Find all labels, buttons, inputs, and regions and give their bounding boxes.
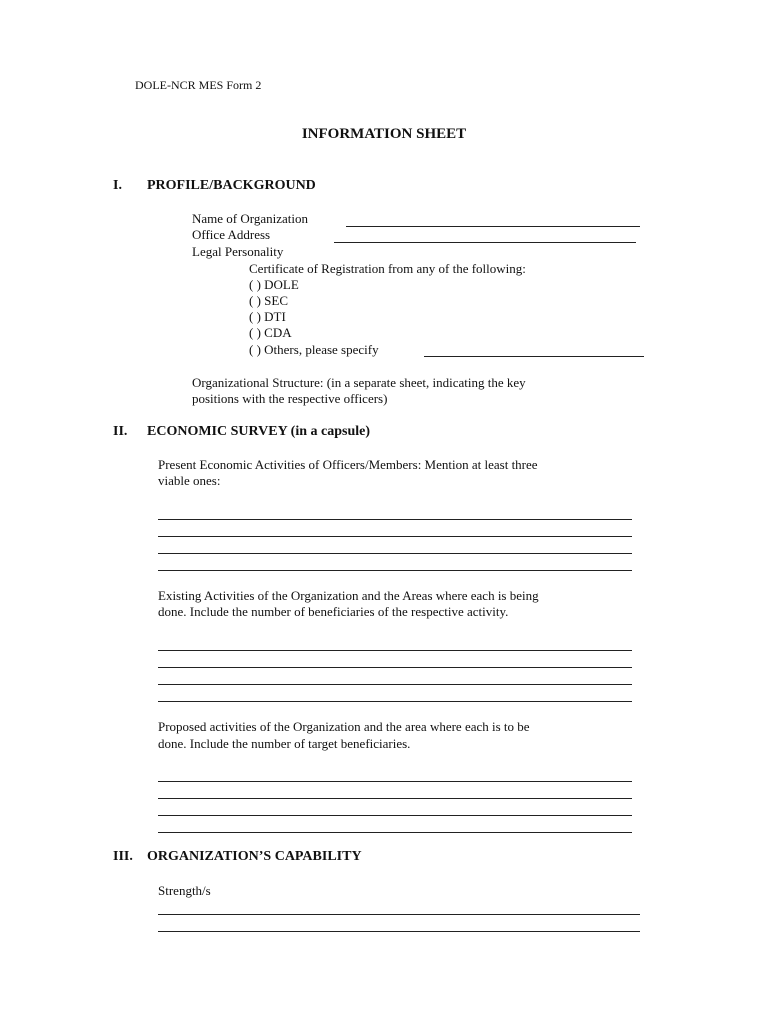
office-address-field[interactable] <box>334 242 636 243</box>
question-3-text-2: done. Include the number of target beneficiaries. <box>158 736 411 751</box>
option-others[interactable]: ( ) Others, please specify <box>249 342 379 357</box>
option-sec[interactable]: ( ) SEC <box>249 293 288 308</box>
answer-line[interactable] <box>158 781 632 782</box>
others-specify-field[interactable] <box>424 356 644 357</box>
answer-line[interactable] <box>158 832 632 833</box>
answer-line[interactable] <box>158 931 640 932</box>
question-3-text-1: Proposed activities of the Organization and the area where each is to be <box>158 719 530 734</box>
org-structure-text-1: Organizational Structure: (in a separate sheet, indicating the key <box>192 375 526 390</box>
question-1-text-2: viable ones: <box>158 473 221 488</box>
answer-line[interactable] <box>158 914 640 915</box>
answer-line[interactable] <box>158 536 632 537</box>
option-dole[interactable]: ( ) DOLE <box>249 277 299 292</box>
answer-line[interactable] <box>158 650 632 651</box>
answer-line[interactable] <box>158 798 632 799</box>
answer-line[interactable] <box>158 684 632 685</box>
section-3-number: III. <box>113 849 133 864</box>
question-2-text-2: done. Include the number of beneficiaries of the respective activity. <box>158 604 509 619</box>
section-3-title: ORGANIZATION’S CAPABILITY <box>147 849 362 864</box>
section-2-number: II. <box>113 424 128 439</box>
answer-line[interactable] <box>158 553 632 554</box>
form-id: DOLE-NCR MES Form 2 <box>135 78 262 92</box>
question-1-text-1: Present Economic Activities of Officers/Members: Mention at least three <box>158 457 538 472</box>
question-2-text-1: Existing Activities of the Organization and the Areas where each is being <box>158 588 539 603</box>
page-title: INFORMATION SHEET <box>301 126 467 142</box>
legal-personality-label: Legal Personality <box>192 244 284 259</box>
section-2-title: ECONOMIC SURVEY (in a capsule) <box>147 424 371 439</box>
strengths-label: Strength/s <box>158 883 211 898</box>
option-dti[interactable]: ( ) DTI <box>249 309 286 324</box>
answer-line[interactable] <box>158 667 632 668</box>
answer-line[interactable] <box>158 570 632 571</box>
name-of-organization-field[interactable] <box>346 226 640 227</box>
answer-line[interactable] <box>158 701 632 702</box>
name-of-organization-label: Name of Organization <box>192 211 308 226</box>
answer-line[interactable] <box>158 815 632 816</box>
answer-line[interactable] <box>158 519 632 520</box>
office-address-label: Office Address <box>192 227 271 242</box>
section-1-number: I. <box>113 178 122 193</box>
org-structure-text-2: positions with the respective officers) <box>192 391 388 406</box>
option-cda[interactable]: ( ) CDA <box>249 325 292 340</box>
section-1-title: PROFILE/BACKGROUND <box>147 178 316 193</box>
certificate-label: Certificate of Registration from any of the following: <box>249 261 526 276</box>
